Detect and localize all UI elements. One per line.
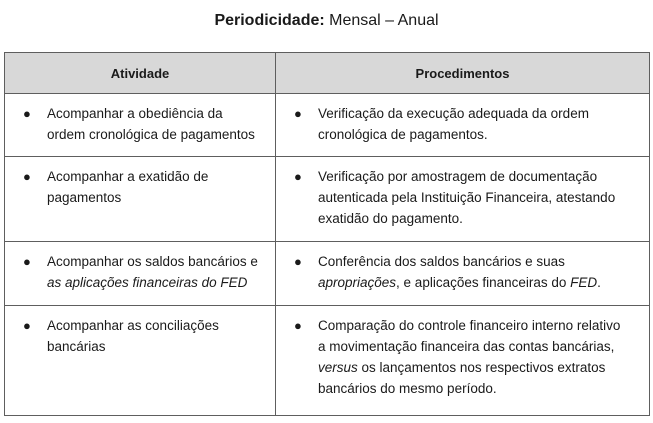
procedimento-cell — [276, 94, 650, 157]
procedimento-text-line: Conferência dos saldos bancários e suas — [318, 254, 565, 269]
atividade-text-line: as aplicações financeiras do FED — [47, 275, 248, 290]
atividade-text-line: Acompanhar a exatidão de — [47, 169, 209, 184]
page-title — [0, 11, 653, 31]
header-atividade: Atividade — [5, 53, 276, 94]
table-header-row — [5, 53, 650, 94]
bullet-icon: ● — [23, 106, 31, 121]
atividade-text-line: pagamentos — [47, 190, 122, 205]
header-procedimentos: Procedimentos — [276, 53, 650, 94]
atividade-text-line: Acompanhar as conciliações — [47, 318, 219, 333]
atividade-cell — [5, 306, 276, 416]
procedimento-text-line: bancários do mesmo período. — [318, 381, 497, 396]
table-row — [5, 94, 650, 157]
procedimento-text-line: Comparação do controle financeiro interno relativo — [318, 318, 621, 333]
atividade-text-line: bancárias — [47, 339, 106, 354]
italic-span: versus — [318, 360, 358, 375]
bullet-icon: ● — [294, 254, 302, 269]
bullet-icon: ● — [23, 318, 31, 333]
atividade-text-line: Acompanhar a obediência da — [47, 106, 223, 121]
table-row — [5, 157, 650, 242]
procedimento-text-line: Verificação por amostragem de documentação — [318, 169, 598, 184]
bullet-icon: ● — [23, 169, 31, 184]
italic-span: apropriações — [318, 275, 397, 290]
procedimento-text-line — [318, 357, 641, 378]
procedimento-cell — [276, 157, 650, 242]
procedimento-text-line: autenticada pela Instituição Financeira, atestando — [318, 190, 616, 205]
atividade-text-line: ordem cronológica de pagamentos — [47, 127, 255, 142]
plain-span: , e aplicações financeiras do — [396, 275, 571, 290]
procedimento-text-line: exatidão do pagamento. — [318, 211, 463, 226]
bullet-icon: ● — [294, 318, 302, 333]
procedimento-text-line: cronológica de pagamentos. — [318, 127, 488, 142]
bullet-icon: ● — [23, 254, 31, 269]
atividade-cell — [5, 94, 276, 157]
procedimento-text-line — [318, 272, 641, 293]
procedimento-cell — [276, 306, 650, 416]
table-row — [5, 242, 650, 306]
atividade-cell — [5, 242, 276, 306]
plain-span: . — [597, 275, 601, 290]
table-row — [5, 306, 650, 416]
procedimento-cell — [276, 242, 650, 306]
procedimento-text-line: Verificação da execução adequada da ordem — [318, 106, 589, 121]
procedimento-text-line: a movimentação financeira das contas bancárias, — [318, 339, 615, 354]
title-label: Periodicidade: — [214, 12, 325, 29]
italic-span: FED — [570, 275, 598, 290]
title-value: Mensal – Anual — [329, 12, 439, 29]
atividade-text-line: Acompanhar os saldos bancários e — [47, 254, 258, 269]
plain-span: os lançamentos nos respectivos extratos — [357, 360, 606, 375]
atividade-cell — [5, 157, 276, 242]
bullet-icon: ● — [294, 106, 302, 121]
activities-table — [4, 52, 650, 416]
bullet-icon: ● — [294, 169, 302, 184]
